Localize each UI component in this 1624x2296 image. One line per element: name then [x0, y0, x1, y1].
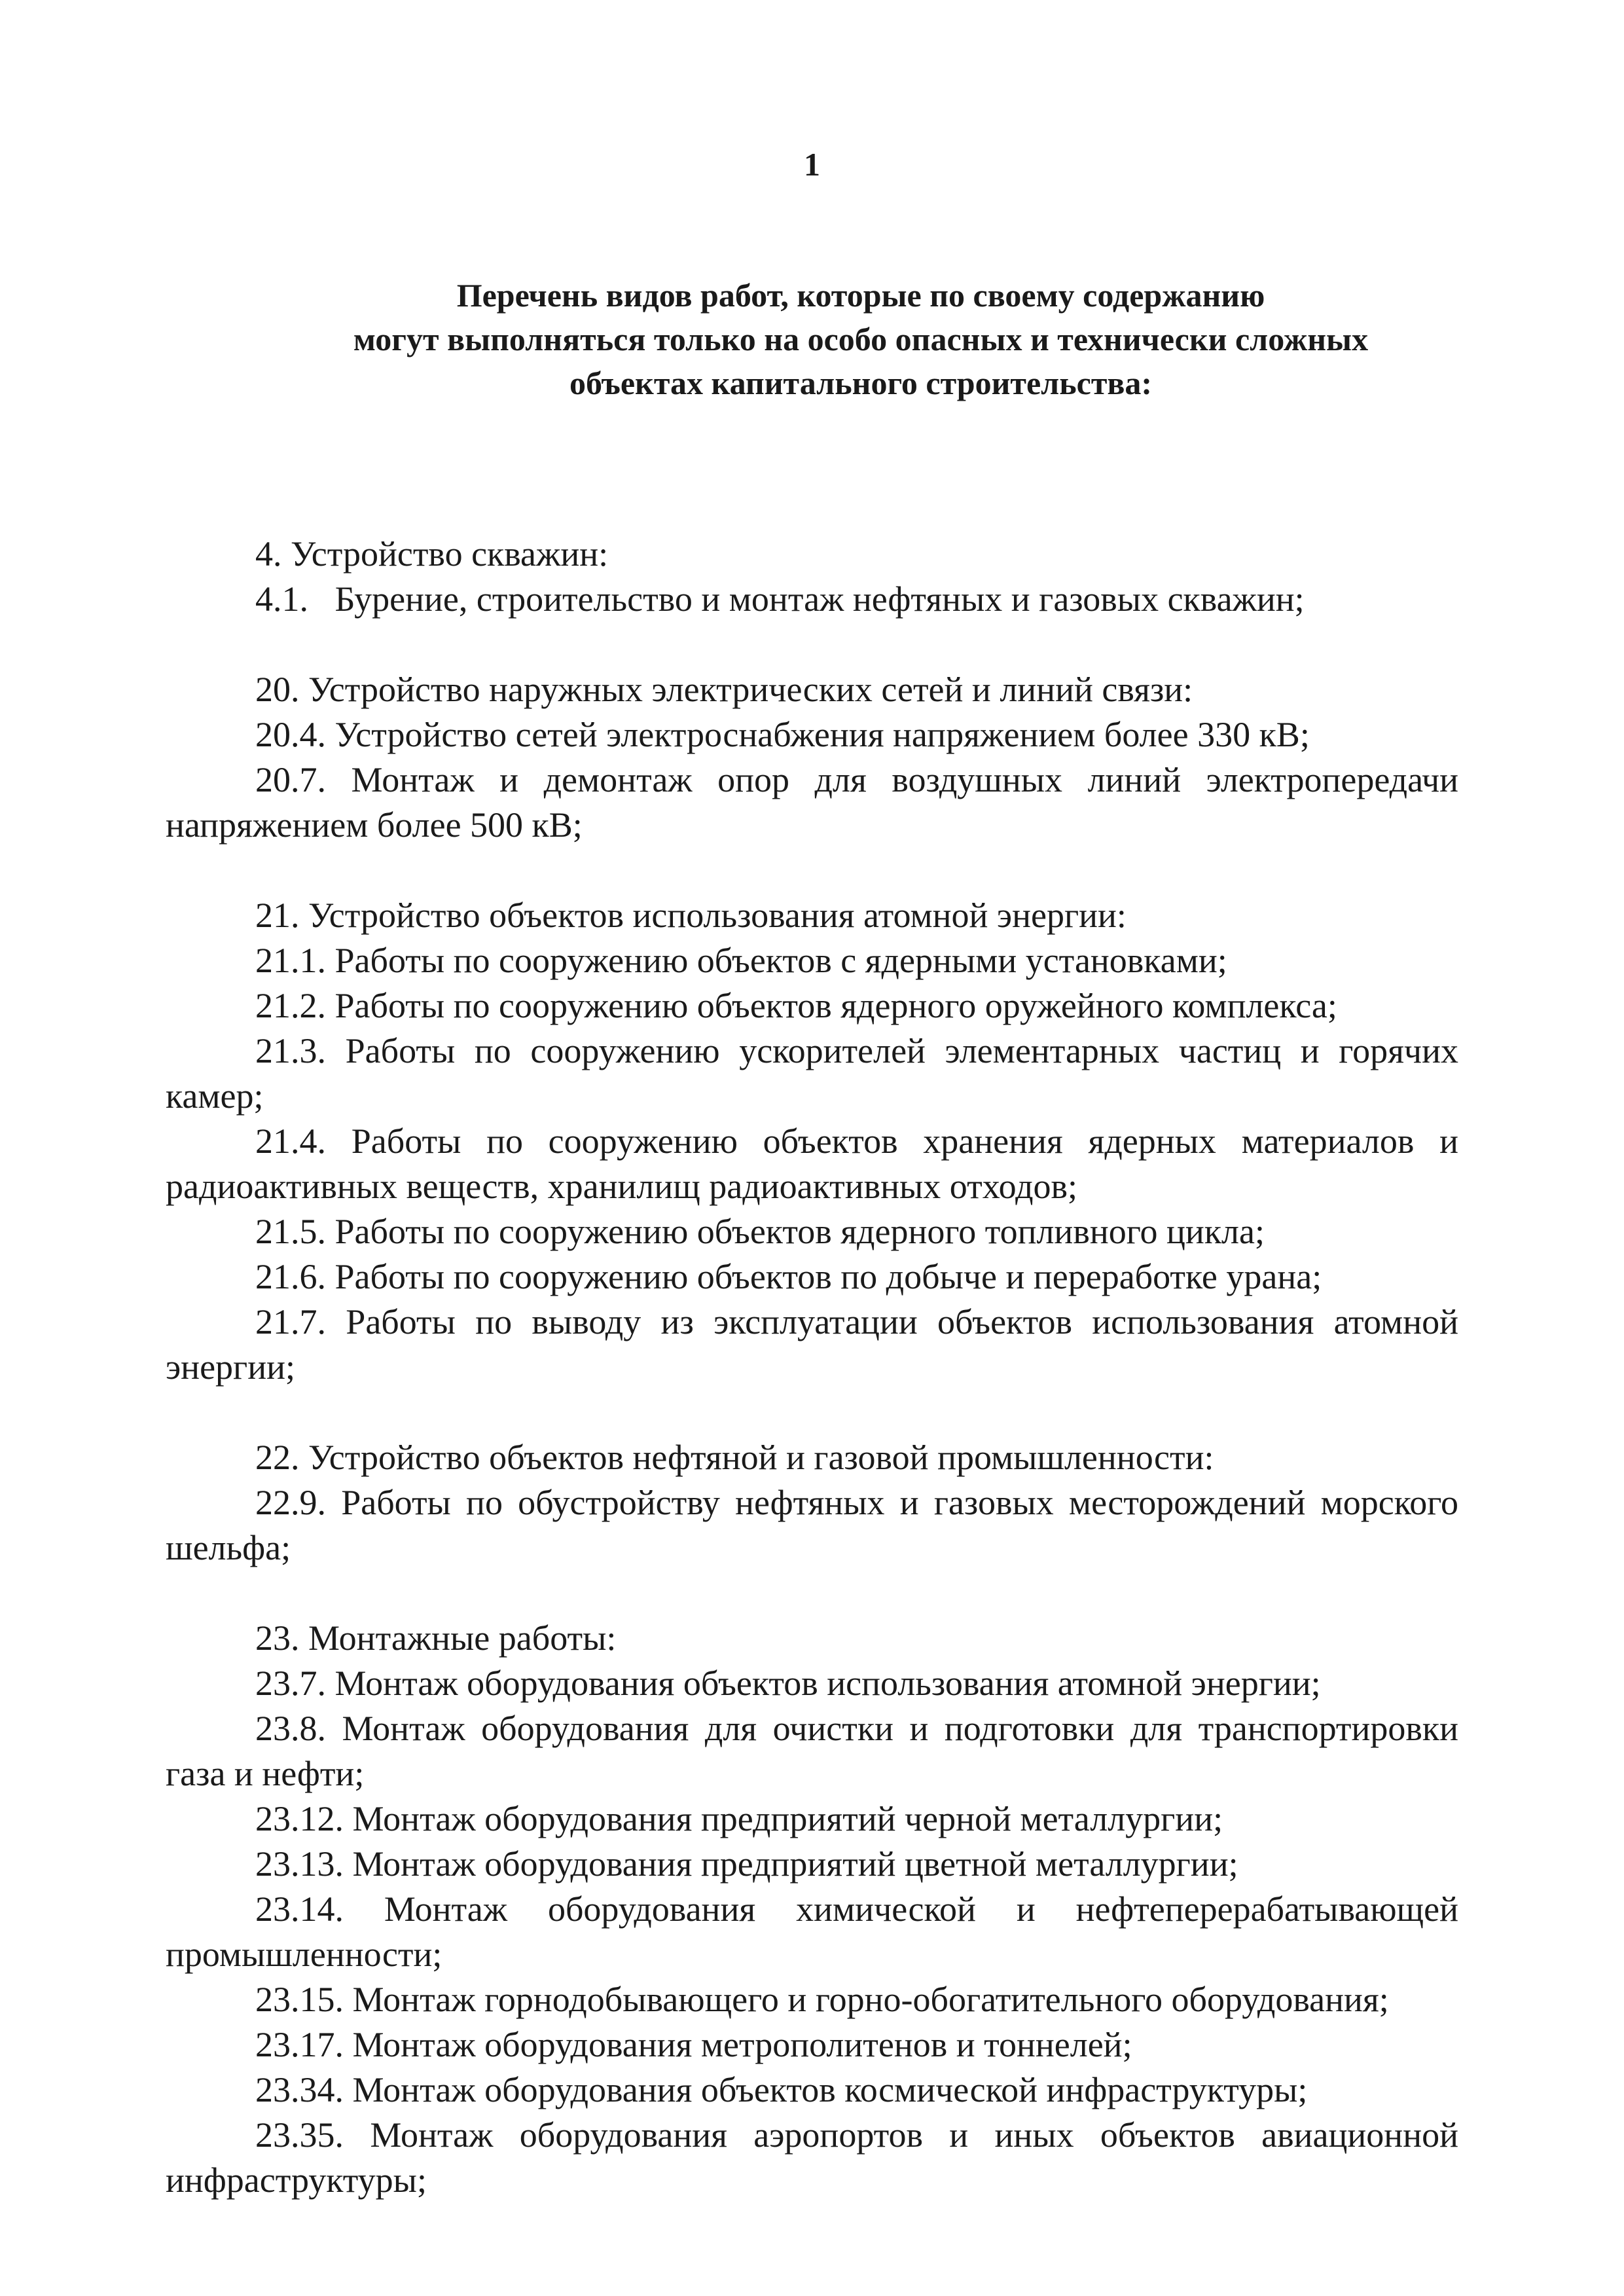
section-22: [166, 1435, 1458, 1571]
title-line: могут выполняться только на особо опасных и технически сложных: [353, 321, 1369, 357]
section-heading: 20. Устройство наружных электрических сетей и линий связи:: [255, 670, 1193, 709]
list-item: 23.8. Монтаж оборудования для очистки и подготовки для транспортировки газа и нефти;: [166, 1709, 1458, 1793]
section-20: [166, 667, 1458, 848]
list-item: 21.5. Работы по сооружению объектов ядерного топливного цикла;: [255, 1212, 1265, 1251]
list-item: 21.2. Работы по сооружению объектов ядерного оружейного комплекса;: [255, 986, 1337, 1025]
section-23: [166, 1616, 1458, 2203]
list-item: 23.35. Монтаж оборудования аэропортов и иных объектов авиационной инфраструктуры;: [166, 2115, 1458, 2200]
section-heading: 23. Монтажные работы:: [255, 1618, 617, 1658]
list-item: 23.12. Монтаж оборудования предприятий черной металлургии;: [255, 1799, 1223, 1838]
list-item: 20.4. Устройство сетей электроснабжения напряжением более 330 кВ;: [255, 715, 1310, 754]
document-body: [166, 532, 1458, 2203]
section-heading: 21. Устройство объектов использования атомной энергии:: [255, 896, 1127, 935]
document-title: [164, 274, 1558, 405]
list-item: 20.7. Монтаж и демонтаж опор для воздушных линий электропередачи напряжением более 500 кВ;: [166, 760, 1458, 845]
title-line: объектах капитального строительства:: [569, 365, 1153, 401]
section-heading: 4. Устройство скважин:: [255, 534, 609, 574]
title-line: Перечень видов работ, которые по своему содержанию: [456, 277, 1265, 314]
list-item: 23.15. Монтаж горнодобывающего и горно-обогатительного оборудования;: [255, 1980, 1389, 2019]
list-item: 23.14. Монтаж оборудования химической и нефтеперерабатывающей промышленности;: [166, 1889, 1458, 1974]
list-item: 23.17. Монтаж оборудования метрополитенов и тоннелей;: [255, 2025, 1132, 2064]
list-item: 21.4. Работы по сооружению объектов хранения ядерных материалов и радиоактивных веществ, хранилищ радиоактивных отходов;: [166, 1121, 1458, 1206]
list-item: 22.9. Работы по обустройству нефтяных и газовых месторождений морского шельфа;: [166, 1483, 1458, 1567]
section-heading: 22. Устройство объектов нефтяной и газовой промышленности:: [255, 1438, 1214, 1477]
list-item: 21.7. Работы по выводу из эксплуатации объектов использования атомной энергии;: [166, 1302, 1458, 1387]
list-item: 21.6. Работы по сооружению объектов по добыче и переработке урана;: [255, 1257, 1322, 1296]
section-4: [166, 532, 1458, 622]
list-item: 21.1. Работы по сооружению объектов с ядерными установками;: [255, 941, 1227, 980]
list-item: 23.7. Монтаж оборудования объектов использования атомной энергии;: [255, 1664, 1321, 1703]
section-21: [166, 893, 1458, 1390]
list-item: 4.1. Бурение, строительство и монтаж нефтяных и газовых скважин;: [255, 579, 1305, 619]
list-item: 21.3. Работы по сооружению ускорителей элементарных частиц и горячих камер;: [166, 1031, 1458, 1116]
list-item: 23.13. Монтаж оборудования предприятий цветной металлургии;: [255, 1844, 1238, 1884]
list-item: 23.34. Монтаж оборудования объектов космической инфраструктуры;: [255, 2070, 1308, 2109]
page-number: 1: [804, 146, 820, 183]
